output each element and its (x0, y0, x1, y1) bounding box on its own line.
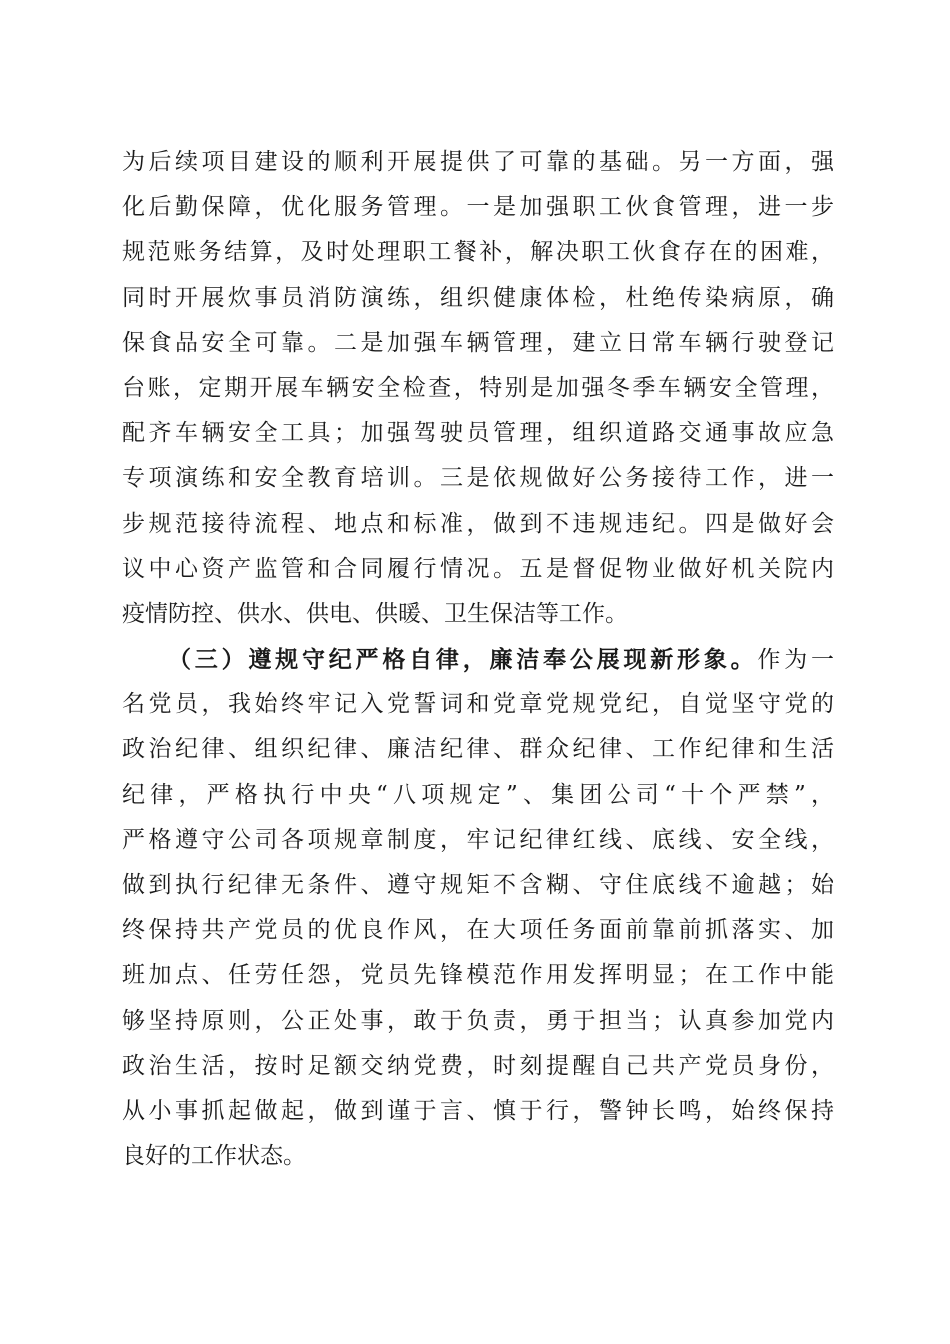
text-line: 做到执行纪律无条件、遵守规矩不含糊、守住底线不逾越；始 (122, 872, 834, 898)
section-3-first-line-text: 作为一 (757, 647, 835, 674)
text-line: 政治纪律、组织纪律、廉洁纪律、群众纪律、工作纪律和生活 (122, 736, 834, 763)
document-body (122, 140, 834, 1179)
text-line: 配齐车辆安全工具；加强驾驶员管理，组织道路交通事故应急 (122, 420, 834, 447)
text-line: 名党员，我始终牢记入党誓词和党章党规党纪，自觉坚守党的 (122, 691, 834, 718)
text-line: 同时开展炊事员消防演练，组织健康体检，杜绝传染病原，确 (122, 284, 834, 311)
section-3-first-line (122, 637, 834, 682)
text-line: 步规范接待流程、地点和标准，做到不违规违纪。四是做好会 (122, 510, 834, 537)
text-line: 台账，定期开展车辆安全检查，特别是加强冬季车辆安全管理， (122, 374, 834, 401)
text-line: 纪律，严格执行中央“八项规定”、集团公司“十个严禁”， (122, 781, 834, 808)
text-line: 良好的工作状态。 (122, 1143, 306, 1170)
text-line: 为后续项目建设的顺利开展提供了可靠的基础。另一方面，强 (122, 149, 834, 175)
text-line: 疫情防控、供水、供电、供暖、卫生保洁等工作。 (122, 600, 628, 627)
text-line: 规范账务结算，及时处理职工餐补，解决职工伙食存在的困难， (122, 239, 834, 266)
text-line: 议中心资产监管和合同履行情况。五是督促物业做好机关院内 (122, 555, 834, 582)
text-line: 严格遵守公司各项规章制度，牢记纪律红线、底线、安全线， (122, 826, 834, 853)
text-line: 终保持共产党员的优良作风，在大项任务面前靠前抓落实、加 (122, 917, 834, 944)
section-3-heading: （三）遵规守纪严格自律，廉洁奉公展现新形象。 (168, 646, 758, 674)
text-line: 化后勤保障，优化服务管理。一是加强职工伙食管理，进一步 (122, 194, 834, 221)
text-line: 班加点、任劳任怨，党员先锋模范作用发挥明显；在工作中能 (122, 962, 834, 989)
text-line: 保食品安全可靠。二是加强车辆管理，建立日常车辆行驶登记 (122, 329, 834, 356)
text-line: 够坚持原则，公正处事，敢于负责，勇于担当；认真参加党内 (122, 1007, 834, 1034)
text-line: 专项演练和安全教育培训。三是依规做好公务接待工作，进一 (122, 465, 834, 492)
text-line: 政治生活，按时足额交纳党费，时刻提醒自己共产党员身份， (122, 1052, 834, 1079)
text-line: 从小事抓起做起，做到谨于言、慎于行，警钟长鸣，始终保持 (122, 1097, 834, 1124)
